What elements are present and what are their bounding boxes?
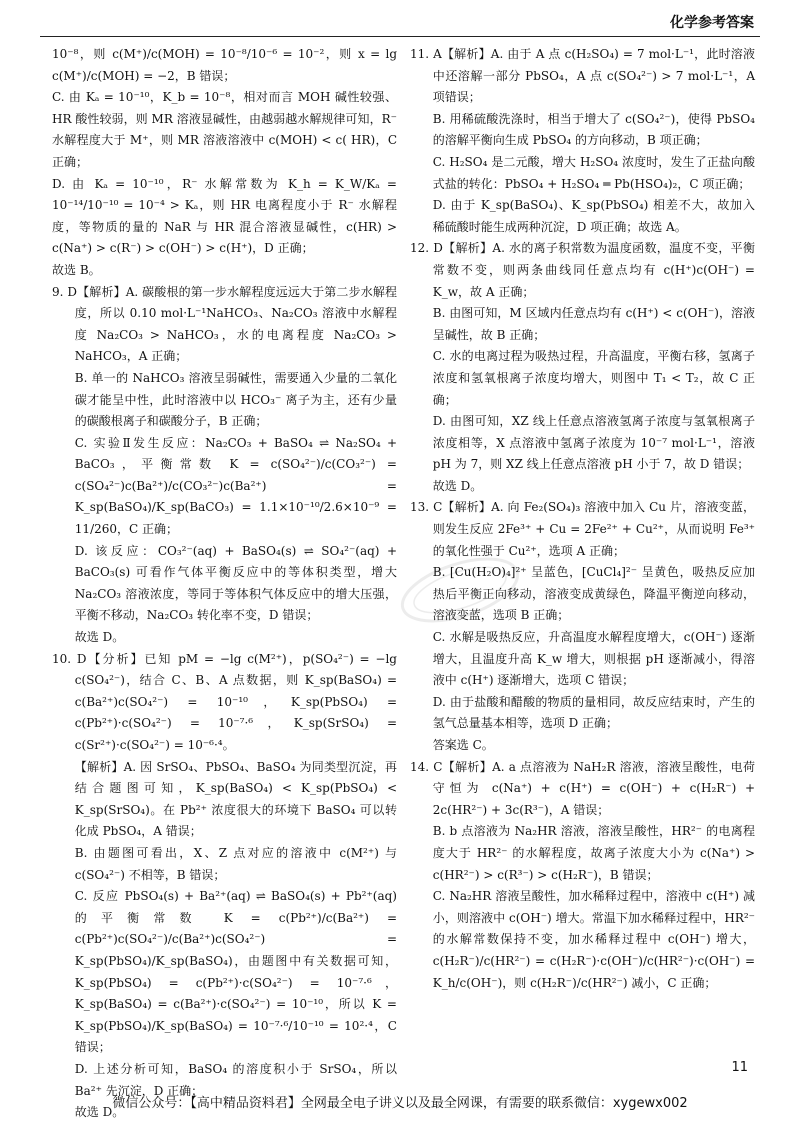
footer-text: 微信公众号：【高中精品资料君】全网最全电子讲义以及最全网课，有需要的联系微信：xygewx002 [112, 1096, 688, 1111]
answer-paragraph: D. 由 Kₐ = 10⁻¹⁰，R⁻ 水解常数为 K_h = K_W/Kₐ = 10⁻¹⁴/10⁻¹⁰ = 10⁻⁴ > Kₐ，则 HR 电离程度小于 R⁻ 水解程度，等物质的量的 NaR 与 HR 混合溶液显碱性，c(HR) > c(Na⁺) > c(R⁻) > c(OH⁻) > c(H⁺)，D 正确； [52, 176, 397, 256]
question-9-answer: 9. D【解析】A. 碳酸根的第一步水解程度远远大于第二步水解程度，所以 0.10 mol·L⁻¹NaHCO₃、Na₂CO₃ 溶液中水解程度 Na₂CO₃ > NaHCO₃，水的电离程度 Na₂CO₃ > NaHCO₃，A 正确； [52, 284, 397, 364]
page-header-title: 化学参考答案 [670, 15, 754, 31]
answer-paragraph: B. 由题图可看出，X、Z 点对应的溶液中 c(M²⁺) 与 c(SO₄²⁻) 不相等，B 错误； [74, 845, 397, 882]
answer-paragraph: C. 由 Kₐ = 10⁻¹⁰，K_b = 10⁻⁸，相对而言 MOH 碱性较强、HR 酸性较弱，则 MR 溶液显碱性，由越弱越水解规律可知，R⁻ 水解程度大于 M⁺，则 MR 溶液溶液中 c(MOH) < c( HR)，C 正确； [52, 90, 397, 169]
answer-paragraph: D. 由于盐酸和醋酸的物质的量相同，故反应结束时，产生的氢气总量基本相等，选项 D 正确； [432, 694, 755, 731]
question-10-answer: 10. D【分析】已知 pM = −lg c(M²⁺)，p(SO₄²⁻) = −lg c(SO₄²⁻)，结合 C、B、A 点数据，则 K_sp(BaSO₄) = c(Ba²⁺)c(SO₄²⁻) = 10⁻¹⁰，K_sp(PbSO₄) = c(Pb²⁺)·c(SO₄²⁻) = 10⁻⁷·⁶，K_sp(SrSO₄) = c(Sr²⁺)·c(SO₄²⁻) = 10⁻⁶·⁴。 [52, 651, 397, 752]
answer-paragraph: D. 上述分析可知，BaSO₄ 的溶度积小于 SrSO₄，所以 Ba²⁺ 先沉淀，D 正确； [74, 1061, 397, 1098]
left-column [52, 44, 397, 1120]
answer-paragraph: 【解析】A. 因 SrSO₄、PbSO₄、BaSO₄ 为同类型沉淀，再结合题图可知，K_sp(BaSO₄) < K_sp(PbSO₄) < K_sp(SrSO₄)。在 Pb²⁺ 浓度很大的环境下 BaSO₄ 可以转化成 PbSO₄，A 错误； [74, 759, 397, 839]
answer-paragraph: 故选 D。 [74, 630, 125, 645]
answer-paragraph: C. 反应 PbSO₄(s) + Ba²⁺(aq) ⇌ BaSO₄(s) + Pb²⁺(aq) 的平衡常数 K = c(Pb²⁺)/c(Ba²⁺) = c(Pb²⁺)c(SO₄²⁻)/c(Ba²⁺)c(SO₄²⁻) = K_sp(PbSO₄)/K_sp(BaSO₄)，由题图中有关数据可知，K_sp(PbSO₄) = c(Pb²⁺)·c(SO₄²⁻) = 10⁻⁷·⁶，K_sp(BaSO₄) = c(Ba²⁺)·c(SO₄²⁻) = 10⁻¹⁰，所以 K = K_sp(PbSO₄)/K_sp(BaSO₄) = 10⁻⁷·⁶/10⁻¹⁰ = 10²·⁴，C 错误； [74, 889, 397, 1055]
answer-paragraph: B. 用稀硫酸洗涤时，相当于增大了 c(SO₄²⁻)，使得 PbSO₄ 的溶解平衡向生成 PbSO₄ 的方向移动，B 项正确； [432, 111, 755, 148]
answer-paragraph: 故选 B。 [52, 262, 101, 277]
answer-paragraph: D. 由图可知，XZ 线上任意点溶液氢离子浓度与氢氧根离子浓度相等，X 点溶液中氢离子浓度为 10⁻⁷ mol·L⁻¹，溶液 pH 为 7，则 XZ 线上任意点溶液 pH 小于 7，故 D 错误； [432, 414, 755, 472]
answer-paragraph: B. 单一的 NaHCO₃ 溶液呈弱碱性，需要通入少量的二氧化碳才能呈中性，此时溶液中以 HCO₃⁻ 离子为主，还有少量的碳酸根离子和碳酸分子，B 正确； [74, 370, 397, 429]
answer-paragraph: C. 水解是吸热反应，升高温度水解程度增大，c(OH⁻) 逐渐增大，且温度升高 K_w 增大，则根据 pH 逐渐减小，得溶液中 c(H⁺) 逐渐增大，选项 C 错误； [432, 630, 755, 688]
answer-paragraph: 故选 D。 [432, 478, 483, 493]
answer-paragraph: C. H₂SO₄ 是二元酸，增大 H₂SO₄ 浓度时，发生了正盐向酸式盐的转化：PbSO₄ + H₂SO₄ ═ Pb(HSO₄)₂，C 项正确； [432, 154, 755, 191]
answer-paragraph: 答案选 C。 [432, 738, 494, 752]
page-number: 11 [731, 1060, 748, 1075]
answer-paragraph: D. 由于 K_sp(BaSO₄)、K_sp(PbSO₄) 相差不大，故加入稀硫酸时能生成两种沉淀，D 项正确；故选 A。 [432, 198, 755, 234]
header-rule [40, 36, 760, 37]
answer-paragraph: 10⁻⁸，则 c(M⁺)/c(MOH) = 10⁻⁸/10⁻⁶ = 10⁻²，则 x = lg c(M⁺)/c(MOH) = −2，B 错误； [52, 47, 397, 83]
answer-paragraph: B. 由图可知，M 区域内任意点均有 c(H⁺) < c(OH⁻)，溶液呈碱性，故 B 正确； [432, 306, 755, 342]
answer-paragraph: B. [Cu(H₂O)₄]²⁺ 呈蓝色，[CuCl₄]²⁻ 呈黄色，吸热反应加热后平衡正向移动，溶液变成黄绿色，降温平衡逆向移动，溶液变蓝，选项 B 正确； [432, 565, 755, 623]
question-13-answer: 13. C【解析】A. 向 Fe₂(SO₄)₃ 溶液中加入 Cu 片，溶液变蓝，则发生反应 2Fe³⁺ + Cu = 2Fe²⁺ + Cu²⁺，从而说明 Fe³⁺ 的氧化性强于 Cu²⁺，选项 A 正确； [410, 500, 755, 558]
answer-paragraph: 故选 D。 [74, 1105, 125, 1120]
answer-paragraph: D. 该反应：CO₃²⁻(aq) + BaSO₄(s) ⇌ SO₄²⁻(aq) + BaCO₃(s) 可看作气体平衡反应中的等体积类型，增大 Na₂CO₃ 溶液浓度，等同于等体积气体反应中的增大压强，平衡不移动，Na₂CO₃ 转化率不变，D 错误； [74, 543, 397, 623]
answer-paragraph: C. 水的电离过程为吸热过程，升高温度，平衡右移，氢离子浓度和氢氧根离子浓度均增大，则图中 T₁ < T₂，故 C 正确； [432, 349, 755, 407]
question-14-answer: 14. C【解析】A. a 点溶液为 NaH₂R 溶液，溶液呈酸性，电荷守恒为 c(Na⁺) + c(H⁺) = c(OH⁻) + c(H₂R⁻) + 2c(HR²⁻) + 3c(R³⁻)，A 错误； [410, 759, 755, 817]
right-column [410, 44, 755, 1049]
answer-paragraph: C. 实验Ⅱ发生反应：Na₂CO₃ + BaSO₄ ⇌ Na₂SO₄ + BaCO₃，平衡常数 K = c(SO₄²⁻)/c(CO₃²⁻) = c(SO₄²⁻)c(Ba²⁺)/c(CO₃²⁻)c(Ba²⁺) = K_sp(BaSO₄)/K_sp(BaCO₃) = 1.1×10⁻¹⁰/2.6×10⁻⁹ = 11/260，C 正确； [74, 435, 397, 537]
answer-paragraph: C. Na₂HR 溶液呈酸性，加水稀释过程中，溶液中 c(H⁺) 减小，则溶液中 c(OH⁻) 增大。常温下加水稀释过程中，HR²⁻ 的水解常数保持不变，加水稀释过程中 c(OH⁻) 增大，c(H₂R⁻)/c(HR²⁻) = c(H₂R⁻)·c(OH⁻)/c(HR²⁻)·c(OH⁻) = K_h/c(OH⁻)，则 c(H₂R⁻)/c(HR²⁻) 减小，C 正确； [432, 889, 755, 990]
question-11-answer: 11. A【解析】A. 由于 A 点 c(H₂SO₄) = 7 mol·L⁻¹，此时溶液中还溶解一部分 PbSO₄，A 点 c(SO₄²⁻) > 7 mol·L⁻¹，A 项错误； [410, 47, 755, 105]
question-12-answer: 12. D【解析】A. 水的离子积常数为温度函数，温度不变，平衡常数不变，则两条曲线同任意点均有 c(H⁺)c(OH⁻) = K_w，故 A 正确； [410, 241, 755, 299]
answer-paragraph: B. b 点溶液为 Na₂HR 溶液，溶液呈酸性，HR²⁻ 的电离程度大于 HR²⁻ 的水解程度，故离子浓度大小为 c(Na⁺) > c(HR²⁻) > c(R³⁻) > c(H₂R⁻)，B 错误； [432, 824, 755, 882]
